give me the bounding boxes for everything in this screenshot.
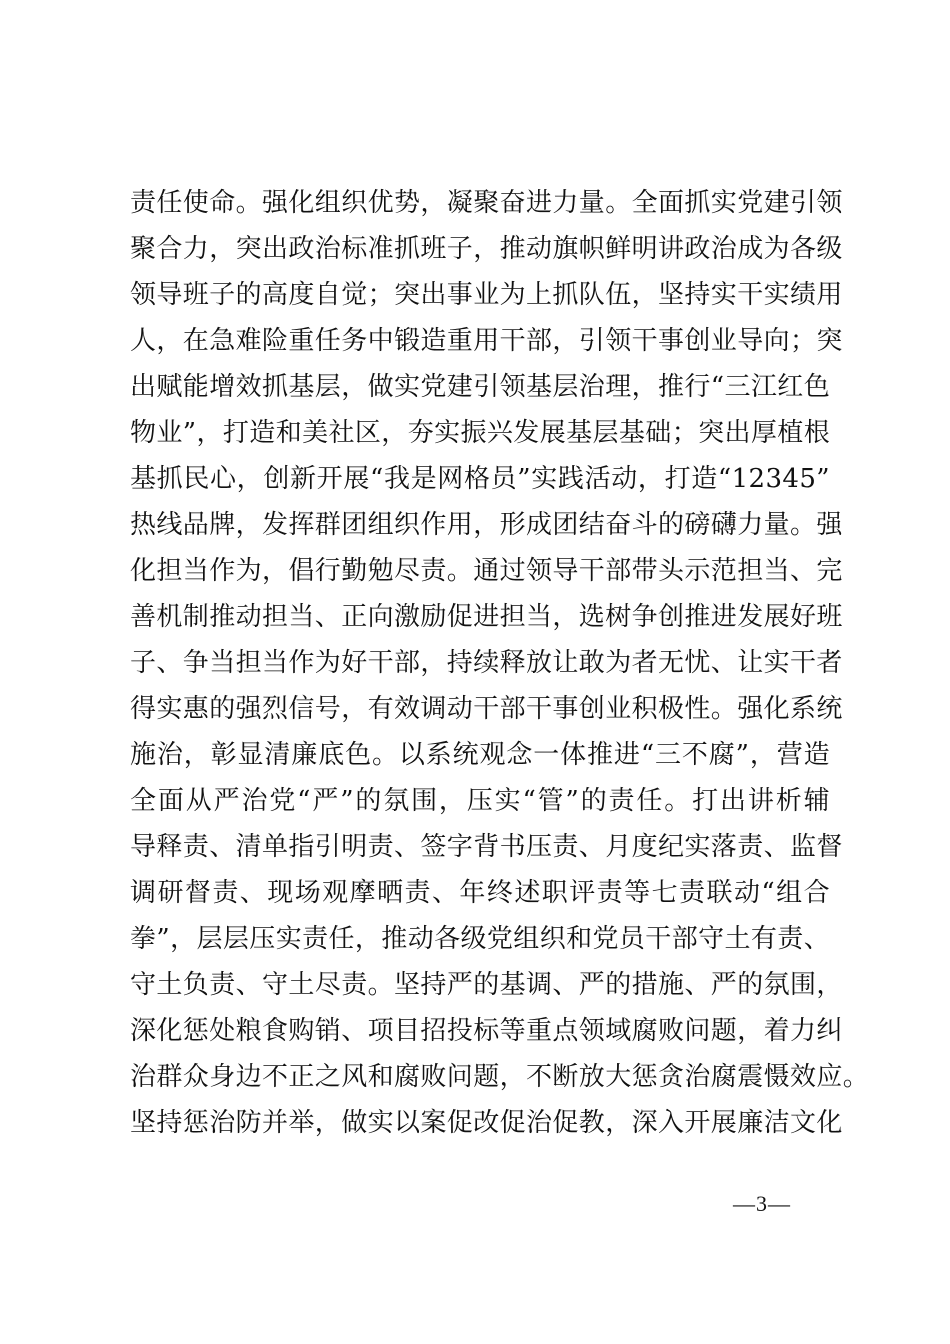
text-line: 热线品牌，发挥群团组织作用，形成团结奋斗的磅礴力量。强 <box>130 510 843 540</box>
text-line: 子、争当担当作为好干部，持续释放让敢为者无忧、让实干者 <box>130 648 843 678</box>
text-line: 全面从严治党“严”的氛围，压实“管”的责任。打出讲析辅 <box>130 786 830 816</box>
text-line: 调研督责、现场观摩晒责、年终述职评责等七责联动“组合 <box>130 878 830 908</box>
text-line: 化担当作为，倡行勤勉尽责。通过领导干部带头示范担当、完 <box>130 556 843 586</box>
text-line: 坚持惩治防并举，做实以案促改促治促教，深入开展廉洁文化 <box>130 1108 843 1138</box>
text-line: 基抓民心，创新开展“我是网格员”实践活动，打造“12345” <box>130 464 830 494</box>
text-line: 得实惠的强烈信号，有效调动干部干事创业积极性。强化系统 <box>130 694 843 724</box>
text-line: 导释责、清单指引明责、签字背书压责、月度纪实落责、监督 <box>130 832 843 862</box>
text-line: 施治，彰显清廉底色。以系统观念一体推进“三不腐”，营造 <box>130 740 830 770</box>
text-line: 物业”，打造和美社区，夯实振兴发展基层基础；突出厚植根 <box>130 418 831 448</box>
text-line: 拳”，层层压实责任，推动各级党组织和党员干部守土有责、 <box>130 924 831 954</box>
text-line: 治群众身边不正之风和腐败问题，不断放大惩贪治腐震慑效应。 <box>130 1062 870 1092</box>
body-text <box>130 180 870 1146</box>
text-line: 人，在急难险重任务中锻造重用干部，引领干事创业导向；突 <box>130 326 843 356</box>
text-line: 责任使命。强化组织优势，凝聚奋进力量。全面抓实党建引领 <box>130 188 843 218</box>
text-line: 深化惩处粮食购销、项目招投标等重点领域腐败问题，着力纠 <box>130 1016 843 1046</box>
text-line: 守土负责、守土尽责。坚持严的基调、严的措施、严的氛围， <box>130 970 843 1000</box>
text-line: 领导班子的高度自觉；突出事业为上抓队伍，坚持实干实绩用 <box>130 280 843 310</box>
text-line: 聚合力，突出政治标准抓班子，推动旗帜鲜明讲政治成为各级 <box>130 234 843 264</box>
text-line: 善机制推动担当、正向激励促进担当，选树争创推进发展好班 <box>130 602 843 632</box>
text-line: 出赋能增效抓基层，做实党建引领基层治理，推行“三江红色 <box>130 372 831 402</box>
page-number: —3— <box>733 1191 791 1216</box>
